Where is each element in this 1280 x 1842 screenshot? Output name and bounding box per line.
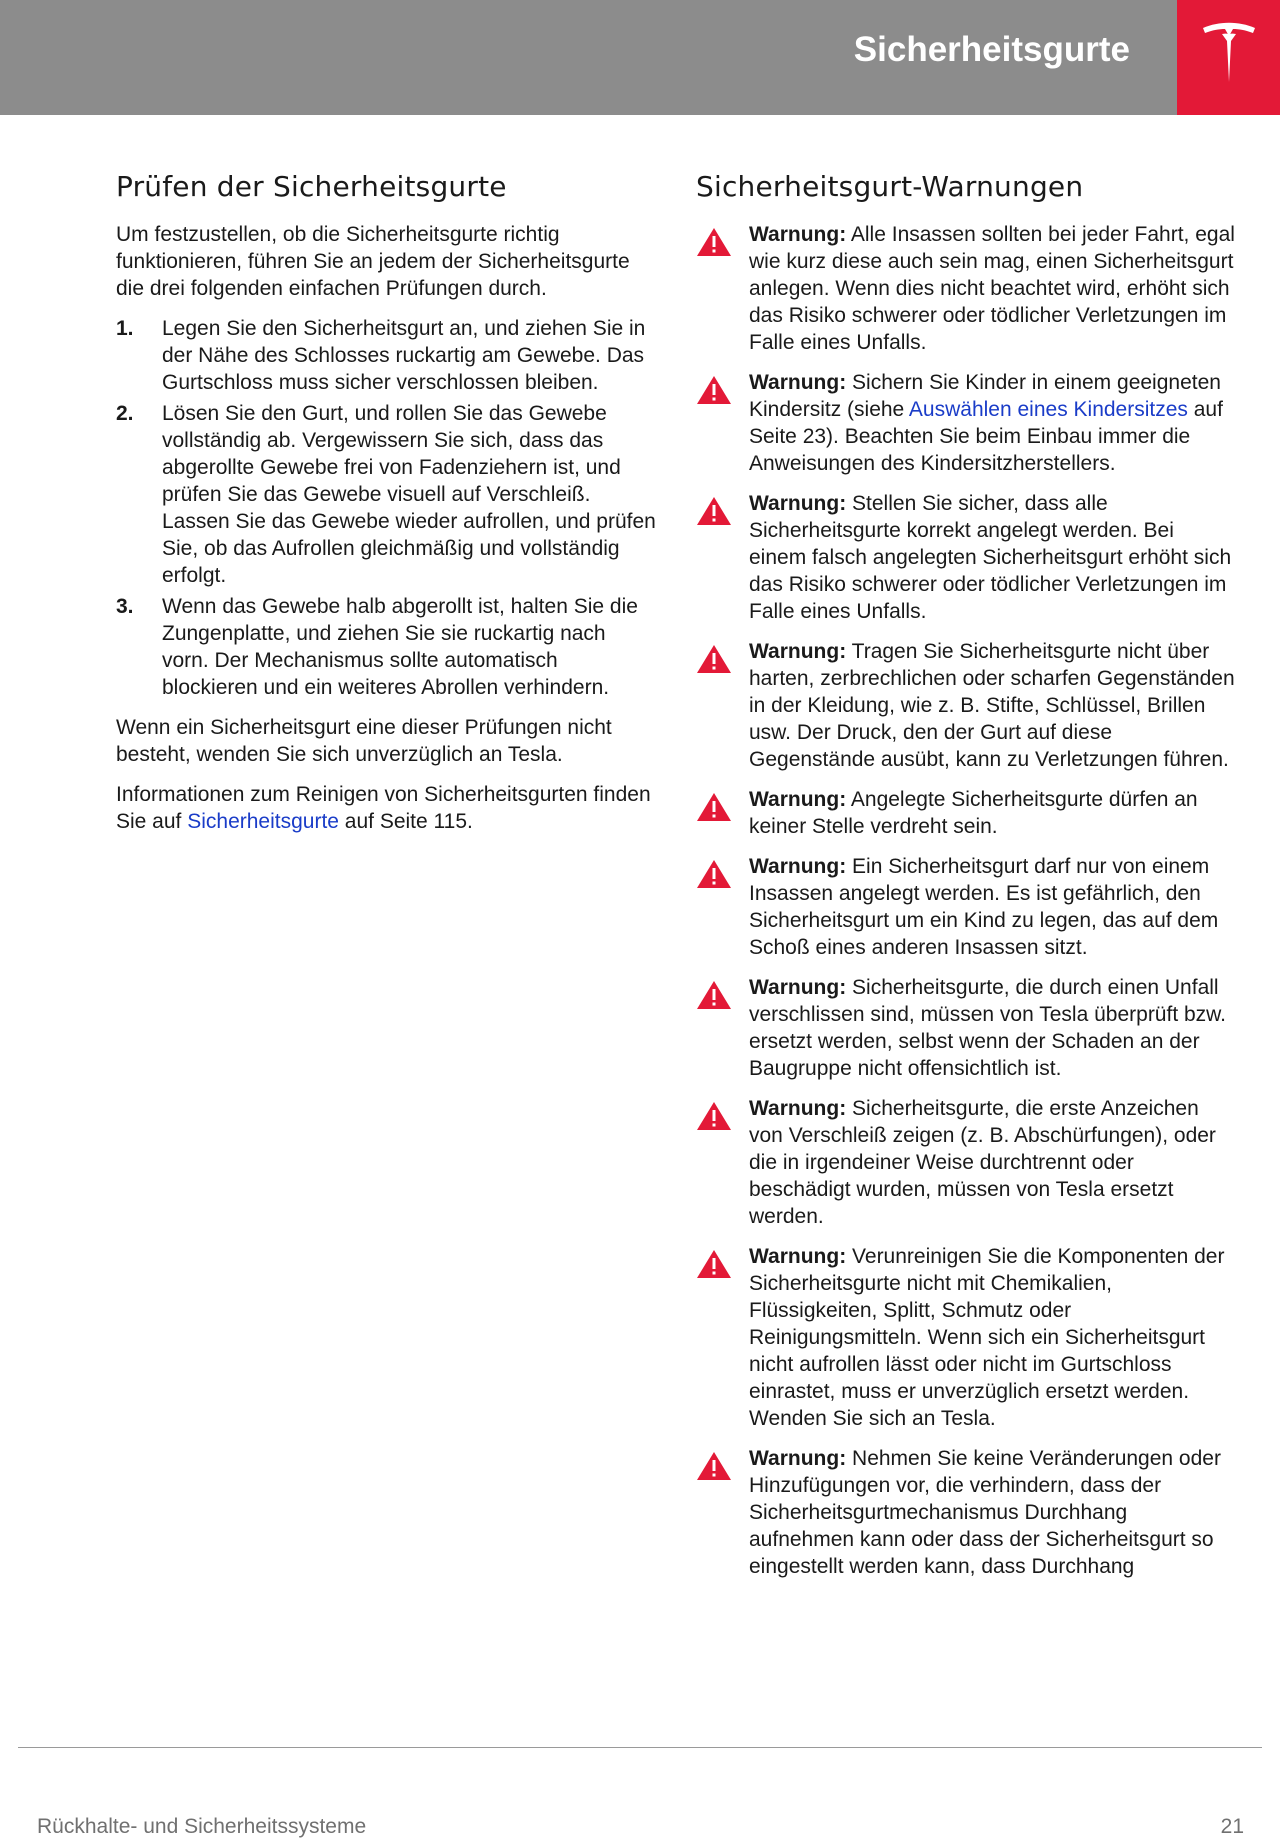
- warning-item: [696, 369, 1236, 477]
- warning-text: Angelegte Sicherheitsgurte dürfen an keiner Stelle verdreht sein.: [749, 788, 1198, 838]
- warning-label: Warnung:: [749, 855, 847, 878]
- list-item: [116, 400, 656, 589]
- step-number: 2.: [116, 402, 134, 425]
- warning-icon: [696, 227, 732, 257]
- warning-icon: [696, 496, 732, 526]
- intro-paragraph: Um festzustellen, ob die Sicherheitsgurte richtig funktionieren, führen Sie an jedem der Sicherheitsgurte die drei folgenden einfachen Prüfungen durch.: [116, 223, 630, 300]
- warning-label: Warnung:: [749, 976, 847, 999]
- warning-item: [696, 490, 1236, 625]
- warning-icon: [696, 1249, 732, 1279]
- cleaning-paragraph: [116, 781, 656, 835]
- page-number: 21: [1220, 1815, 1244, 1838]
- warning-icon: [696, 792, 732, 822]
- warnings-list: [696, 221, 1236, 1580]
- warning-text: Tragen Sie Sicherheitsgurte nicht über harten, zerbrechlichen oder scharfen Gegenständen in der Kleidung, wie z. B. Stifte, Schlüssel, Brillen usw. Der Druck, den der Gurt auf diese Gegenstände ausübt, kann zu Verletzungen führen.: [749, 640, 1235, 771]
- warning-text: Ein Sicherheitsgurt darf nur von einem Insassen angelegt werden. Es ist gefährlich, den Sicherheitsgurt um ein Kind zu legen, das auf dem Schoß eines anderen Insassen sitzt.: [749, 855, 1219, 959]
- warning-item: [696, 1445, 1236, 1580]
- cleaning-text: Informationen zum Reinigen von Sicherheitsgurten finden Sie auf: [116, 783, 651, 833]
- step-number: 3.: [116, 595, 134, 618]
- left-column: [116, 170, 656, 848]
- warning-label: Warnung:: [749, 640, 847, 663]
- warning-text: Stellen Sie sicher, dass alle Sicherheitsgurte korrekt angelegt werden. Bei einem falsch angelegten Sicherheitsgurt erhöht sich das Risiko schwerer oder tödlicher Verletzungen im Falle eines Unfalls.: [749, 492, 1232, 623]
- warning-item: [696, 1095, 1236, 1230]
- warning-label: Warnung:: [749, 788, 847, 811]
- warning-label: Warnung:: [749, 223, 847, 246]
- tesla-logo-icon: [1201, 22, 1257, 84]
- step-number: 1.: [116, 317, 134, 340]
- warning-item: [696, 786, 1236, 840]
- list-item: [116, 593, 656, 701]
- warning-item: [696, 1243, 1236, 1432]
- warning-label: Warnung:: [749, 492, 847, 515]
- warning-item: [696, 638, 1236, 773]
- warning-item: [696, 853, 1236, 961]
- warning-label: Warnung:: [749, 1245, 847, 1268]
- warning-icon: [696, 375, 732, 405]
- section-heading-warnings: Sicherheitsgurt-Warnungen: [696, 170, 1084, 203]
- page-header: [0, 0, 1280, 115]
- child-seat-link[interactable]: Auswählen eines Kindersitzes: [908, 398, 1188, 421]
- step-text: Wenn das Gewebe halb abgerollt ist, halten Sie die Zungenplatte, und ziehen Sie sie ruckartig nach vorn. Der Mechanismus sollte automatisch blockieren und ein weiteres Abrollen verhindern.: [162, 595, 638, 699]
- warning-icon: [696, 980, 732, 1010]
- footer-divider: [18, 1747, 1262, 1748]
- section-heading-check: Prüfen der Sicherheitsgurte: [116, 170, 507, 203]
- warning-text-end: auf Seite 23). Beachten Sie beim Einbau immer die Anweisungen des Kindersitzherstellers.: [749, 398, 1223, 475]
- steps-list: [116, 315, 656, 701]
- warning-icon: [696, 859, 732, 889]
- warning-text: Sicherheitsgurte, die erste Anzeichen von Verschleiß zeigen (z. B. Abschürfungen), oder die in irgendeiner Weise durchtrennt oder beschädigt wurden, müssen von Tesla ersetzt werden.: [749, 1097, 1216, 1228]
- step-text: Legen Sie den Sicherheitsgurt an, und ziehen Sie in der Nähe des Schlosses ruckartig am Gewebe. Das Gurtschloss muss sicher verschlossen bleiben.: [162, 317, 646, 394]
- warning-item: [696, 974, 1236, 1082]
- failure-paragraph: Wenn ein Sicherheitsgurt eine dieser Prüfungen nicht besteht, wenden Sie sich unverzüglich an Tesla.: [116, 716, 612, 766]
- step-text: Lösen Sie den Gurt, und rollen Sie das Gewebe vollständig ab. Vergewissern Sie sich, dass das abgerollte Gewebe frei von Fadenziehern ist, und prüfen Sie das Gewebe visuell auf Verschleiß. Lassen Sie das Gewebe wieder aufrollen, und prüfen Sie, ob das Aufrollen gleichmäßig und vollständig erfolgt.: [162, 402, 656, 587]
- list-item: [116, 315, 656, 396]
- tesla-logo: [1177, 0, 1280, 115]
- page-title: Sicherheitsgurte: [853, 30, 1130, 69]
- warning-icon: [696, 1101, 732, 1131]
- right-column: [696, 170, 1236, 1593]
- cleaning-text-end: auf Seite 115.: [338, 810, 473, 833]
- warning-icon: [696, 644, 732, 674]
- footer-section: Rückhalte- und Sicherheitssysteme: [37, 1815, 367, 1838]
- warning-item: [696, 221, 1236, 356]
- warning-label: Warnung:: [749, 371, 847, 394]
- seatbelt-link[interactable]: Sicherheitsgurte: [187, 810, 339, 833]
- warning-text: Sicherheitsgurte, die durch einen Unfall verschlissen sind, müssen von Tesla überprüft bzw. ersetzt werden, selbst wenn der Schaden an der Baugruppe nicht offensichtlich ist.: [749, 976, 1227, 1080]
- warning-icon: [696, 1451, 732, 1481]
- warning-label: Warnung:: [749, 1097, 847, 1120]
- warning-text: Verunreinigen Sie die Komponenten der Sicherheitsgurte nicht mit Chemikalien, Flüssigkeiten, Splitt, Schmutz oder Reinigungsmitteln. Wenn sich ein Sicherheitsgurt nicht aufrollen lässt oder nicht im Gurtschloss einrastet, muss er unverzüglich ersetzt werden. Wenden Sie sich an Tesla.: [749, 1245, 1225, 1430]
- warning-text: Alle Insassen sollten bei jeder Fahrt, egal wie kurz diese auch sein mag, einen Sicherheitsgurt anlegen. Wenn dies nicht beachtet wird, erhöht sich das Risiko schwerer oder tödlicher Verletzungen im Falle eines Unfalls.: [749, 223, 1235, 354]
- warning-text: Nehmen Sie keine Veränderungen oder Hinzufügungen vor, die verhindern, dass der Sicherheitsgurtmechanismus Durchhang aufnehmen kann oder dass der Sicherheitsgurt so eingestellt werden kann, dass Durchhang: [749, 1447, 1221, 1578]
- warning-text: Sichern Sie Kinder in einem geeigneten Kindersitz (siehe: [749, 371, 1221, 421]
- warning-label: Warnung:: [749, 1447, 847, 1470]
